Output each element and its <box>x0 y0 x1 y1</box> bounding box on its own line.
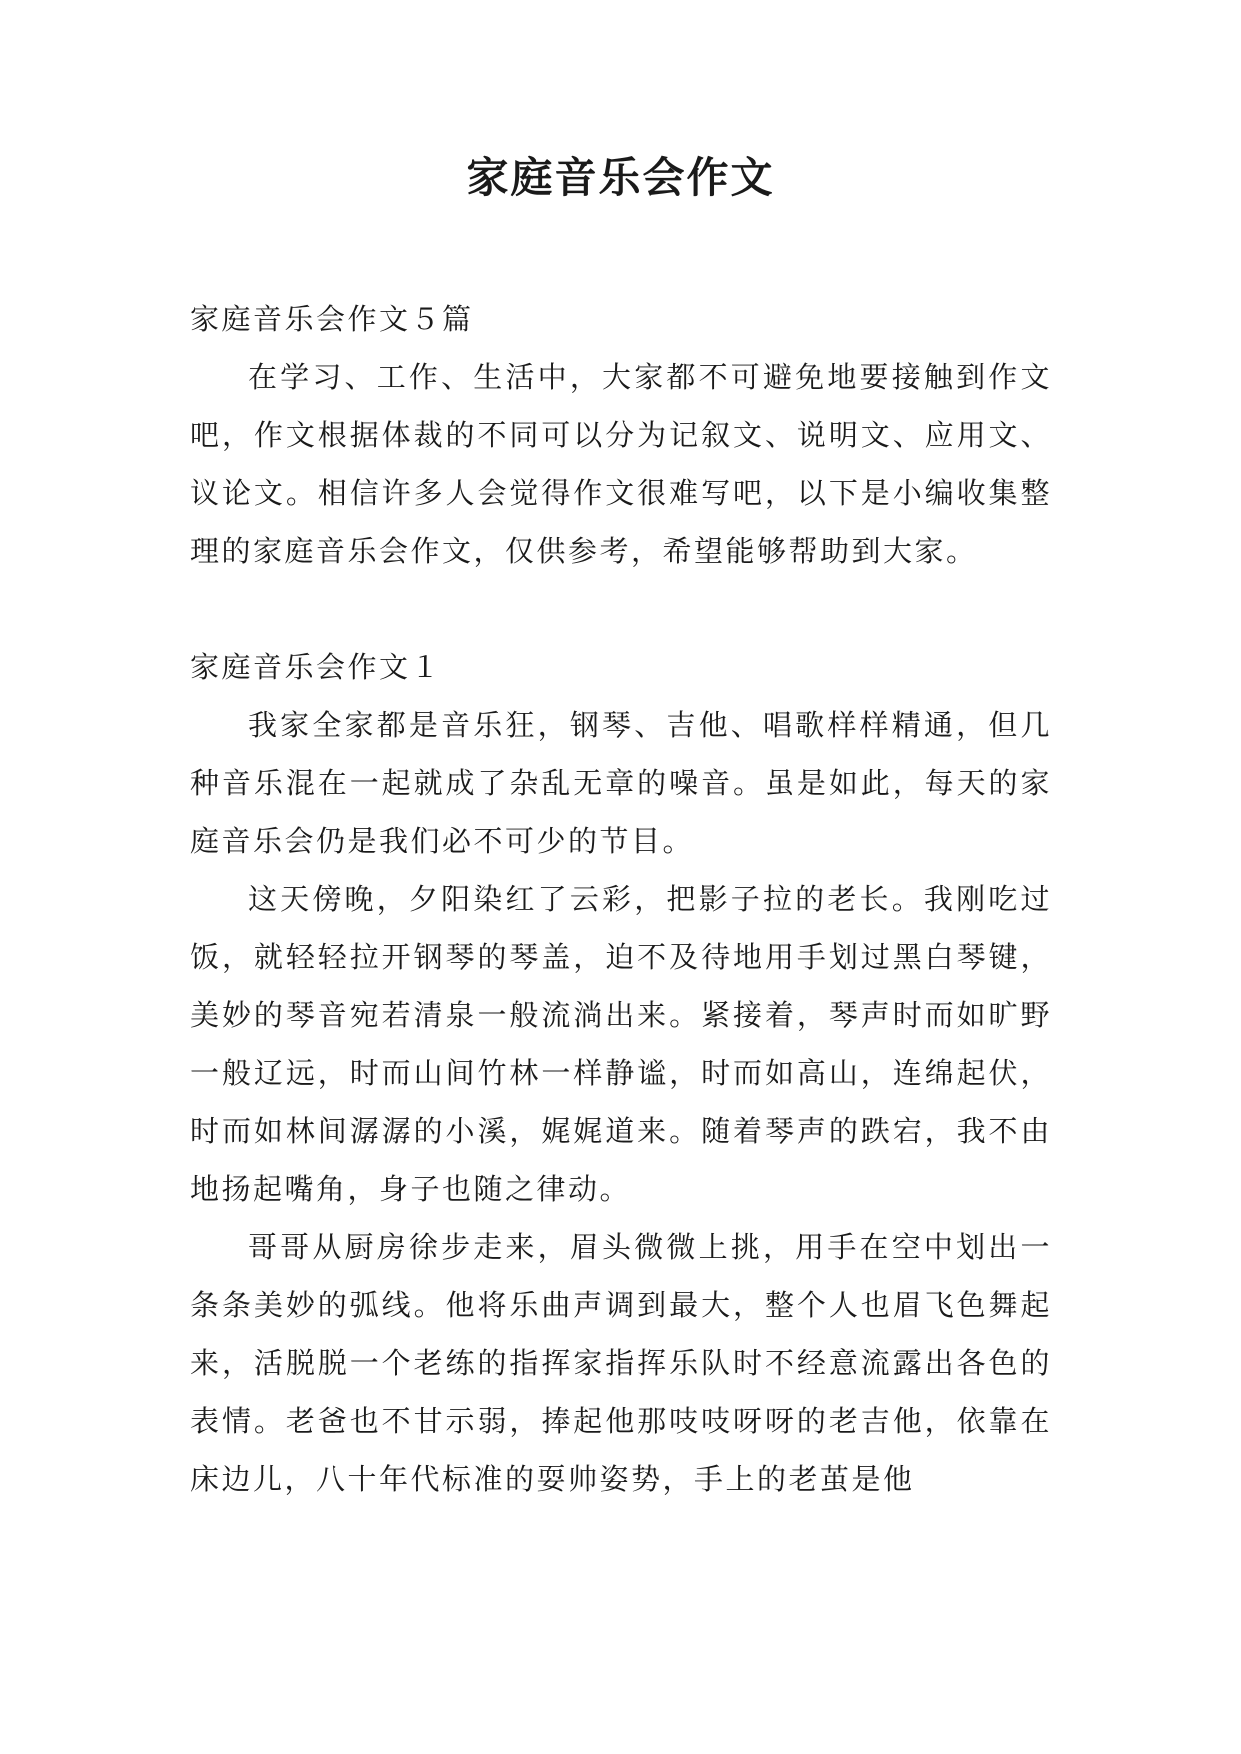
section-1-heading: 家庭音乐会作文１ <box>190 650 443 684</box>
section-1-paragraph-2: 这天傍晚，夕阳染红了云彩，把影子拉的老长。我刚吃过饭，就轻轻拉开钢琴的琴盖，迫不及待地用手划过黑白琴键，美妙的琴音宛若清泉一般流淌出来。紧接着，琴声时而如旷野一般辽远，时而山间竹林一样静谧，时而如高山，连绵起伏，时而如林间潺潺的小溪，娓娓道来。随着琴声的跌宕，我不由地扬起嘴角，身子也随之律动。 <box>190 882 1052 1206</box>
document-title: 家庭音乐会作文 <box>466 153 775 202</box>
intro-paragraph: 在学习、工作、生活中，大家都不可避免地要接触到作文吧，作文根据体裁的不同可以分为记叙文、说明文、应用文、议论文。相信许多人会觉得作文很难写吧，以下是小编收集整理的家庭音乐会作文，仅供参考，希望能够帮助到大家。 <box>190 360 1052 568</box>
document-body <box>190 290 1052 1508</box>
collection-heading: 家庭音乐会作文５篇 <box>190 302 474 336</box>
section-1-paragraph-3: 哥哥从厨房徐步走来，眉头微微上挑，用手在空中划出一条条美妙的弧线。他将乐曲声调到最大，整个人也眉飞色舞起来，活脱脱一个老练的指挥家指挥乐队时不经意流露出各色的表情。老爸也不甘示弱，捧起他那吱吱呀呀的老吉他，依靠在床边儿，八十年代标准的耍帅姿势，手上的老茧是他 <box>190 1230 1052 1496</box>
section-1-paragraph-1: 我家全家都是音乐狂，钢琴、吉他、唱歌样样精通，但几种音乐混在一起就成了杂乱无章的噪音。虽是如此，每天的家庭音乐会仍是我们必不可少的节目。 <box>190 708 1052 858</box>
section-spacer <box>190 580 1052 638</box>
